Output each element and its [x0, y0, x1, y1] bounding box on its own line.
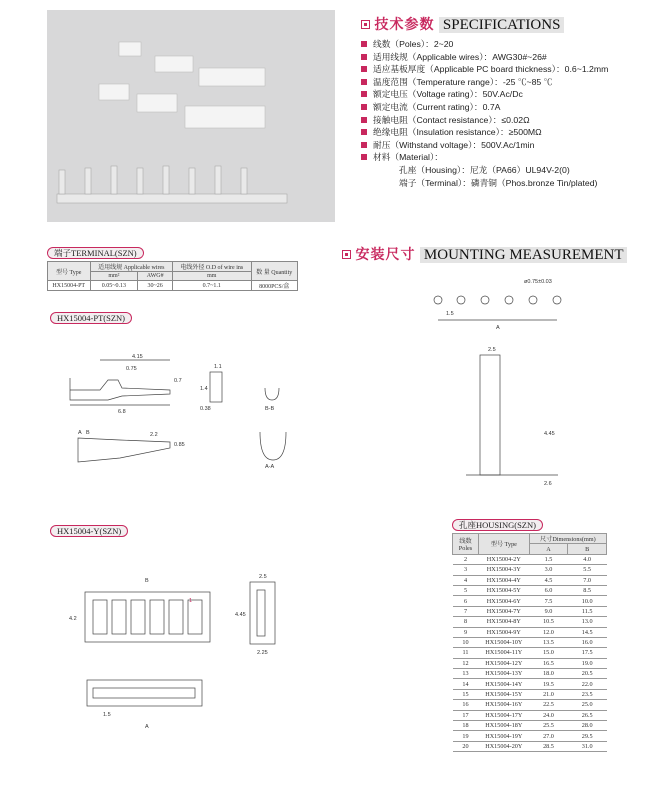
- table-cell: 4.5: [529, 575, 568, 585]
- table-row: [453, 658, 607, 668]
- pt-dim-text: B-B: [265, 406, 275, 412]
- table-row: [453, 689, 607, 699]
- th-type: 型号 Type: [48, 262, 91, 281]
- table-cell: 16.5: [529, 658, 568, 668]
- spec-item: 额定电压（Voltage rating）：50V.Ac/Dc: [361, 88, 661, 101]
- table-row: [48, 281, 298, 291]
- terminal-table: [47, 261, 298, 291]
- terminal-label-wrap: [47, 243, 144, 261]
- table-cell: 28.5: [529, 741, 568, 751]
- table-cell: 31.0: [568, 741, 607, 751]
- table-cell: 8000PCS/盒: [251, 281, 297, 291]
- table-cell: 22.0: [568, 679, 607, 689]
- mount-dim-text: 4.45: [544, 431, 555, 437]
- pt-dim-text: 0.38: [200, 406, 211, 412]
- mounting-drawing: [420, 275, 570, 495]
- th-poles: 线数 Poles: [453, 534, 479, 555]
- pt-dim-text: 0.85: [174, 442, 185, 448]
- product-photo: [47, 10, 335, 222]
- table-cell: 21.0: [529, 689, 568, 699]
- table-cell: 3: [453, 565, 479, 575]
- table-cell: HX15004-12Y: [479, 658, 530, 668]
- table-cell: 8: [453, 617, 479, 627]
- pt-dim-text: A: [78, 430, 82, 436]
- table-cell: 6: [453, 596, 479, 606]
- table-row: [453, 721, 607, 731]
- mounting-heading: [342, 244, 627, 264]
- table-row: [453, 627, 607, 637]
- mount-dim-text: 2.5: [488, 347, 496, 353]
- table-cell: 14: [453, 679, 479, 689]
- mounting-title-cn: 安装尺寸: [355, 246, 416, 262]
- table-cell: 13.0: [568, 617, 607, 627]
- table-cell: 27.0: [529, 731, 568, 741]
- table-cell: 30~26: [138, 281, 173, 291]
- table-cell: 11: [453, 648, 479, 658]
- table-cell: HX15004-5Y: [479, 585, 530, 595]
- table-cell: HX15004-16Y: [479, 700, 530, 710]
- table-row: [453, 596, 607, 606]
- table-row: [453, 617, 607, 627]
- table-cell: 5.5: [568, 565, 607, 575]
- table-cell: HX15004-4Y: [479, 575, 530, 585]
- table-cell: 16: [453, 700, 479, 710]
- table-cell: 15.0: [529, 648, 568, 658]
- specs-title-cn: 技术参数: [374, 16, 435, 32]
- housing-table: [452, 533, 607, 752]
- th-a: A: [529, 544, 568, 554]
- table-cell: HX15004-9Y: [479, 627, 530, 637]
- bullet-square-icon: [361, 20, 370, 29]
- housing-label: 孔座HOUSING(SZN): [452, 519, 543, 531]
- table-cell: 0.05~0.13: [90, 281, 138, 291]
- table-cell: HX15004-15Y: [479, 689, 530, 699]
- specs-heading: [361, 14, 564, 34]
- th-dims: 尺寸Dimensions(mm): [529, 534, 606, 544]
- table-cell: HX15004-11Y: [479, 648, 530, 658]
- table-row: [453, 700, 607, 710]
- table-row: [453, 565, 607, 575]
- table-row: [453, 554, 607, 564]
- table-cell: 17: [453, 710, 479, 720]
- table-cell: 23.5: [568, 689, 607, 699]
- housing-label-wrap: [452, 515, 543, 533]
- table-cell: HX15004-3Y: [479, 565, 530, 575]
- table-cell: 5: [453, 585, 479, 595]
- y-dim-text: 1.5: [103, 712, 111, 718]
- table-cell: 7.5: [529, 596, 568, 606]
- spec-item: 适应基板厚度（Applicable PC board thickness）：0.6~1.2mm: [361, 63, 661, 76]
- table-cell: 15: [453, 689, 479, 699]
- th-mm2: mm²: [90, 272, 138, 281]
- table-cell: 17.5: [568, 648, 607, 658]
- table-cell: HX15004-10Y: [479, 637, 530, 647]
- table-cell: 25.5: [529, 721, 568, 731]
- pt-drawing: [60, 350, 300, 480]
- th-b: B: [568, 544, 607, 554]
- th-od-unit: mm: [173, 272, 251, 281]
- table-cell: 13.5: [529, 637, 568, 647]
- y-dim-text: A: [145, 724, 149, 730]
- table-cell: 9.0: [529, 606, 568, 616]
- y-dim-text: B: [145, 578, 149, 584]
- table-cell: 19.0: [568, 658, 607, 668]
- table-cell: 10.5: [529, 617, 568, 627]
- mount-dim-text: ø0.75±0.03: [524, 279, 552, 285]
- pt-dim-text: 1.1: [214, 364, 222, 370]
- mount-dim-text: A: [496, 325, 500, 331]
- table-cell: HX15004-13Y: [479, 669, 530, 679]
- spec-item: 耐压（Withstand voltage）：500V.Ac/1min: [361, 139, 661, 152]
- pt-dim-text: 0.7: [174, 378, 182, 384]
- y-drawing: [65, 570, 295, 740]
- table-cell: 18.0: [529, 669, 568, 679]
- table-row: [453, 679, 607, 689]
- table-row: [453, 710, 607, 720]
- table-cell: 12: [453, 658, 479, 668]
- th-od: 电线外径 O.D of wire ins: [173, 262, 251, 272]
- pt-label: HX15004-PT(SZN): [50, 312, 132, 324]
- table-cell: HX15004-8Y: [479, 617, 530, 627]
- pt-dim-text: 2.2: [150, 432, 158, 438]
- table-cell: 20.5: [568, 669, 607, 679]
- pt-dim-text: 6.8: [118, 409, 126, 415]
- pt-dim-text: 4.15: [132, 354, 143, 360]
- pt-label-wrap: [50, 308, 132, 326]
- mounting-title-en: MOUNTING MEASUREMENT: [420, 247, 628, 263]
- mount-dim-text: 2.6: [544, 481, 552, 487]
- table-cell: 7: [453, 606, 479, 616]
- y-dim-text: 2.25: [257, 650, 268, 656]
- spec-material-terminal: 端子（Terminal）：磷青铜（Phos.bronze Tin/plated): [399, 177, 598, 188]
- table-cell: HX15004-PT: [48, 281, 91, 291]
- table-row: [453, 637, 607, 647]
- table-cell: 16.0: [568, 637, 607, 647]
- table-cell: 9: [453, 627, 479, 637]
- table-cell: 20: [453, 741, 479, 751]
- specs-list: [361, 38, 661, 189]
- spec-material-housing: 孔座（Housing）：尼龙（PA66）UL94V-2(0): [399, 164, 570, 175]
- table-cell: 6.0: [529, 585, 568, 595]
- table-cell: 24.0: [529, 710, 568, 720]
- table-cell: HX15004-18Y: [479, 721, 530, 731]
- product-photo-art: [47, 10, 335, 222]
- table-cell: HX15004-20Y: [479, 741, 530, 751]
- table-cell: 14.5: [568, 627, 607, 637]
- table-cell: 26.5: [568, 710, 607, 720]
- spec-item: 线数（Poles）：2~20: [361, 38, 661, 51]
- table-cell: 0.7~1.1: [173, 281, 251, 291]
- y-dim-text: 4.2: [69, 616, 77, 622]
- table-cell: 10: [453, 637, 479, 647]
- spec-item: 额定电流（Current rating）：0.7A: [361, 101, 661, 114]
- mount-dim-text: 1.5: [446, 311, 454, 317]
- table-cell: 4: [453, 575, 479, 585]
- pt-dim-text: A-A: [265, 464, 275, 470]
- table-cell: 10.0: [568, 596, 607, 606]
- table-row: [453, 731, 607, 741]
- y-dim-text: 2.5: [259, 574, 267, 580]
- y-dim-text: 1: [189, 598, 193, 604]
- spec-item: 温度范围（Temperature range）：-25 ℃~85 ℃: [361, 76, 661, 89]
- table-cell: HX15004-2Y: [479, 554, 530, 564]
- pt-dim-text: 0.75: [126, 366, 137, 372]
- specs-title-en: SPECIFICATIONS: [439, 17, 565, 33]
- table-row: [453, 741, 607, 751]
- table-cell: 12.0: [529, 627, 568, 637]
- table-cell: 29.5: [568, 731, 607, 741]
- table-cell: 18: [453, 721, 479, 731]
- table-cell: HX15004-19Y: [479, 731, 530, 741]
- table-cell: 3.0: [529, 565, 568, 575]
- table-cell: HX15004-7Y: [479, 606, 530, 616]
- bullet-square-icon: [342, 250, 351, 259]
- table-cell: 8.5: [568, 585, 607, 595]
- table-cell: HX15004-17Y: [479, 710, 530, 720]
- table-cell: 7.0: [568, 575, 607, 585]
- table-row: [453, 606, 607, 616]
- table-cell: 28.0: [568, 721, 607, 731]
- table-row: [453, 585, 607, 595]
- table-cell: HX15004-14Y: [479, 679, 530, 689]
- th-awg: AWG#: [138, 272, 173, 281]
- table-cell: 13: [453, 669, 479, 679]
- table-cell: 4.0: [568, 554, 607, 564]
- th-qty: 数 量 Quantity: [251, 262, 297, 281]
- y-dim-text: 4.45: [235, 612, 246, 618]
- th-wires: 适用线规 Applicable wires: [90, 262, 173, 272]
- table-row: [453, 575, 607, 585]
- spec-item: 材料（Material）：: [361, 151, 661, 164]
- table-cell: HX15004-6Y: [479, 596, 530, 606]
- table-cell: 1.5: [529, 554, 568, 564]
- table-cell: 11.5: [568, 606, 607, 616]
- pt-dim-text: 1.4: [200, 386, 208, 392]
- y-label-wrap: [50, 521, 128, 539]
- y-label: HX15004-Y(SZN): [50, 525, 128, 537]
- pt-dim-text: B: [86, 430, 90, 436]
- th-type: 型号 Type: [479, 534, 530, 555]
- table-cell: 25.0: [568, 700, 607, 710]
- table-row: [453, 648, 607, 658]
- housing-table-body: [453, 554, 607, 751]
- table-cell: 19.5: [529, 679, 568, 689]
- table-cell: 19: [453, 731, 479, 741]
- spec-item: 适用线规（Applicable wires）：AWG30#~26#: [361, 51, 661, 64]
- spec-item: 接触电阻（Contact resistance）：≤0.02Ω: [361, 114, 661, 127]
- table-cell: 22.5: [529, 700, 568, 710]
- table-row: [453, 669, 607, 679]
- spec-item: 绝缘电阻（Insulation resistance）：≥500MΩ: [361, 126, 661, 139]
- table-cell: 2: [453, 554, 479, 564]
- terminal-label: 端子TERMINAL(SZN): [47, 247, 144, 259]
